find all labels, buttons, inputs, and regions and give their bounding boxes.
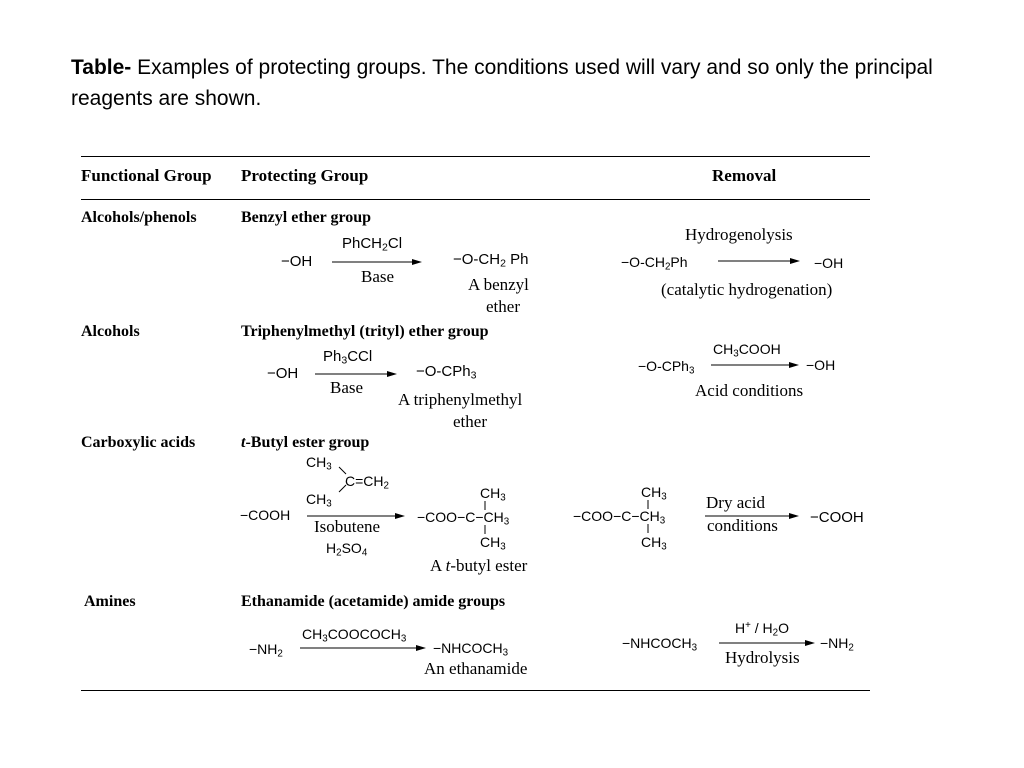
row2-product-name-1: A triphenylmethyl (398, 390, 523, 409)
row4-reaction-arrow (300, 643, 426, 653)
row4-removal-below: Hydrolysis (725, 648, 800, 667)
row3-reagent-name: Isobutene (314, 517, 381, 536)
row4-reactant: $-NH_2$ (249, 641, 283, 660)
row2-condition: Base (330, 378, 364, 397)
row1-product-name-2: ether (486, 297, 520, 316)
row3-product: $-COO-C-CH_3$ (417, 509, 510, 528)
table-caption (71, 52, 971, 114)
header-protecting-group: Protecting Group (241, 166, 369, 185)
row3-catalyst: $H_2SO_4$ (326, 540, 368, 559)
row2-product: −O-CPh$_3$ (416, 363, 477, 382)
row4-product-name: An ethanamide (424, 659, 528, 678)
row4-removal-product: $-NH_2$ (820, 635, 854, 654)
row4-removal-reactant: $-NHCOCH_3$ (622, 635, 698, 654)
row4-product: $-NHCOCH_3$ (433, 640, 509, 659)
row1-protecting-group: Benzyl ether group (241, 209, 372, 226)
table-top-rule (81, 156, 870, 157)
row3-removal-above: Dry acid (706, 493, 766, 512)
row4-removal-above: $H^+ / H_2O$ (735, 620, 789, 639)
row2-protecting-group: Triphenylmethyl (trityl) ether group (241, 323, 489, 340)
row3-reagent-ch3-bottom: $CH_3$ (306, 491, 332, 510)
caption-text: Examples of protecting groups. The conditions used will vary and so only the principal reagents are shown. (71, 56, 933, 110)
row2-functional-group: Alcohols (81, 323, 140, 340)
table-bottom-rule (81, 690, 870, 691)
row4-reagent: $CH_3COOCOCH_3$ (302, 626, 407, 645)
row3-product-ch3-bottom: $CH_3$ (480, 534, 506, 553)
header-functional-group: Functional Group (81, 166, 212, 185)
row3-reagent-ch3-top: $CH_3$ (306, 454, 332, 473)
row3-removal-ch3-top: $CH_3$ (641, 484, 667, 503)
row3-removal-reactant: $-COO-C-CH_3$ (573, 508, 666, 527)
row2-product-name-2: ether (453, 412, 487, 431)
header-removal: Removal (712, 166, 777, 185)
row3-isobutene-bond-bottom (338, 484, 348, 494)
row2-removal-reagent: $CH_3COOH$ (713, 341, 781, 360)
table-header-rule (81, 199, 870, 200)
row1-product: $-O-CH_2$ Ph (453, 251, 529, 270)
row3-removal-bond-bottom (646, 524, 650, 534)
row1-removal-arrow (718, 256, 800, 266)
row3-protecting-group: t-Butyl ester group (241, 434, 370, 451)
row3-removal-product: −COOH (810, 509, 864, 526)
row2-reagent: $Ph_3CCl$ (323, 348, 373, 367)
row1-reaction-arrow (332, 257, 422, 267)
row3-reagent-c-ch2: $C=CH_2$ (345, 473, 389, 492)
row1-product-name-1: A benzyl (468, 275, 529, 294)
row1-removal-below: (catalytic hydrogenation) (661, 280, 833, 299)
row3-reactant: −COOH (240, 507, 291, 523)
row2-removal-arrow (711, 360, 799, 370)
row1-removal-above: Hydrogenolysis (685, 225, 793, 244)
row1-reactant: −OH (281, 253, 313, 270)
row1-functional-group: Alcohols/phenols (81, 209, 197, 226)
row1-removal-reactant: $-O-CH_2Ph$ (621, 254, 688, 273)
row3-removal-below: conditions (707, 516, 778, 535)
row4-removal-arrow (719, 638, 815, 648)
row2-removal-below: Acid conditions (695, 381, 804, 400)
row4-protecting-group: Ethanamide (acetamide) amide groups (241, 593, 506, 610)
row1-reagent: PhCH$_2$Cl (342, 235, 403, 254)
row3-product-name: A t-butyl ester (430, 556, 528, 575)
row3-product-ch3-top: $CH_3$ (480, 485, 506, 504)
caption-label: Table- (71, 56, 132, 79)
row1-condition: Base (361, 267, 395, 286)
row4-functional-group: Amines (84, 593, 136, 610)
row2-removal-product: −OH (806, 357, 836, 373)
row1-removal-product: −OH (814, 255, 844, 271)
row3-functional-group: Carboxylic acids (81, 434, 196, 451)
row2-reactant: −OH (267, 365, 299, 382)
row3-removal-ch3-bottom: $CH_3$ (641, 534, 667, 553)
row2-removal-reactant: −O-CPh$_3$ (638, 358, 695, 377)
